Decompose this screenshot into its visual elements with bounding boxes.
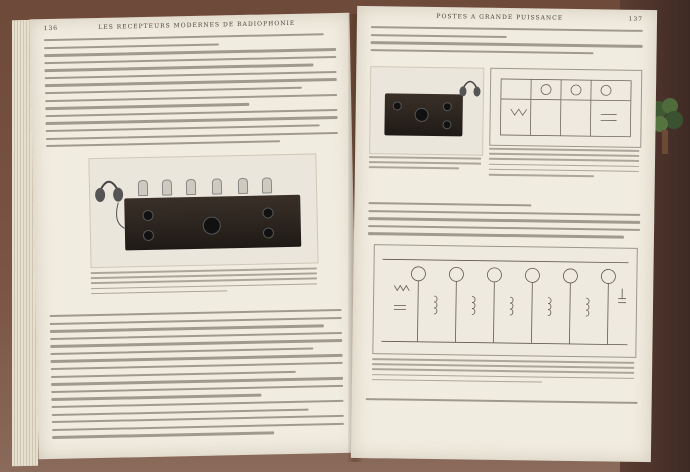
left-page-number: 136 <box>43 24 59 33</box>
headphones-icon <box>94 172 125 233</box>
circuit-diagram-icon <box>490 69 641 147</box>
open-book <box>12 6 662 466</box>
small-receiver-photo <box>369 66 484 156</box>
left-head-title: LES RECEPTEURS MODERNES DE RADIOPHONIE <box>98 19 296 31</box>
left-body-text-top <box>44 33 338 153</box>
left-figure-caption <box>91 267 317 298</box>
headphones-icon <box>459 74 482 114</box>
receiver-cabinet <box>124 195 301 251</box>
right-body-text-bottom <box>366 398 638 409</box>
right-page-number: 137 <box>628 15 644 23</box>
right-body-text-top <box>370 26 642 60</box>
right-bottom-caption <box>372 358 634 388</box>
right-running-head <box>371 12 643 23</box>
right-page <box>351 6 657 462</box>
right-top-caption <box>489 148 639 181</box>
left-page <box>29 13 358 460</box>
circuit-diagram-icon <box>373 245 636 357</box>
top-circuit-schematic <box>489 68 642 148</box>
right-head-title: POSTES A GRANDE PUISSANCE <box>436 13 564 22</box>
left-body-text-bottom <box>50 309 345 444</box>
small-receiver-cabinet <box>384 93 463 136</box>
right-body-text-middle <box>368 202 641 244</box>
right-photo-caption <box>369 156 481 173</box>
left-running-head <box>44 19 336 32</box>
large-circuit-schematic <box>372 244 638 358</box>
radio-receiver-photo <box>88 153 318 268</box>
